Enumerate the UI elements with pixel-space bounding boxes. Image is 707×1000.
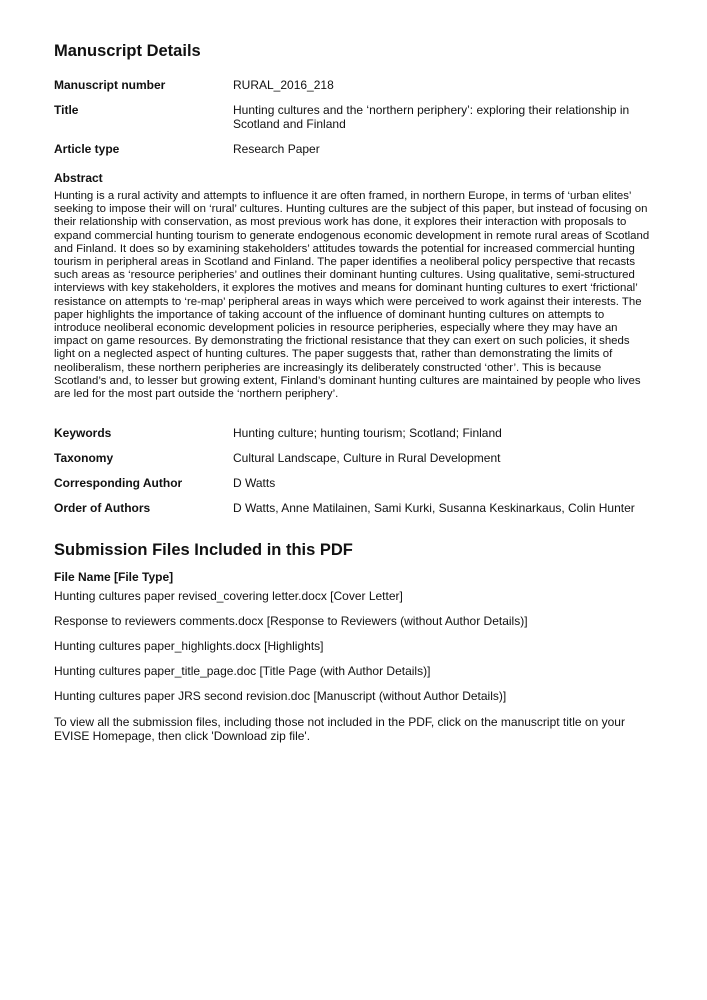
file-list-item: Hunting cultures paper_title_page.doc [Title Page (with Author Details)] [54, 664, 431, 678]
file-list-item: Response to reviewers comments.docx [Response to Reviewers (without Author Details)] [54, 614, 528, 628]
file-list-item: Hunting cultures paper JRS second revision.doc [Manuscript (without Author Details)] [54, 689, 507, 703]
manuscript-number-value: RURAL_2016_218 [233, 78, 334, 92]
abstract-heading: Abstract [54, 171, 103, 185]
article-type-value: Research Paper [233, 142, 320, 156]
submission-files-heading: Submission Files Included in this PDF [54, 541, 353, 559]
corresponding-author-value: D Watts [233, 476, 276, 490]
corresponding-author-label: Corresponding Author [54, 476, 183, 490]
keywords-value: Hunting culture; hunting tourism; Scotland; Finland [233, 426, 502, 440]
file-list-item: Hunting cultures paper_highlights.docx [Highlights] [54, 639, 324, 653]
abstract-text: Hunting is a rural activity and attempts to influence it are often framed, in northern Europe, in terms of ‘urban elites’ seeking to impose their will on ‘rural’ cultures. Hunting cultures are the subject of this paper, but instead of focusing on their relationship with conservation, as most previous work has done, it explores their interaction with proposals to expand commercial hunting tourism to generate endogenous economic development in remote rural areas of Scotland and Finland. It does so by examining stakeholders’ attitudes towards the potential for increased commercial hunting tourism in peripheral areas in Scotland and Finland. The paper identifies a neoliberal policy perspective that recasts such areas as ‘resource peripheries’ and outlines their dominant hunting cultures. Using qualitative, semi-structured interviews with key stakeholders, it explores the motives and means for dominant hunting cultures to exert ‘frictional’ resistance on attempts to ‘re-map’ peripheral areas in ways which were perceived to work against their interests. The paper highlights the importance of taking account of the influence of dominant hunting cultures on attempts to introduce neoliberal economic development policies in resource peripheries, especially where they may have an impact on game resources. By demonstrating the frictional resistance that they can exert on such policies, it sheds light on a neglected aspect of hunting cultures. The paper suggests that, rather than demonstrating the limits of neoliberalism, these northern peripheries are increasingly its deliberately constructed ‘other’. This is because Scotland’s and, to lesser but growing extent, Finland’s dominant hunting cultures are maintained by people who lives are led for the most part outside the ‘northern periphery’. [54, 190, 650, 401]
taxonomy-value: Cultural Landscape, Culture in Rural Development [233, 451, 501, 465]
article-type-label: Article type [54, 142, 120, 156]
file-list-item: Hunting cultures paper revised_covering letter.docx [Cover Letter] [54, 589, 403, 603]
order-of-authors-label: Order of Authors [54, 501, 151, 515]
title-label: Title [54, 103, 79, 117]
order-of-authors-value: D Watts, Anne Matilainen, Sami Kurki, Susanna Keskinarkaus, Colin Hunter [233, 501, 635, 515]
download-note: To view all the submission files, including those not included in the PDF, click on the manuscript title on your EVISE Homepage, then click 'Download zip file'. [54, 715, 625, 743]
title-value: Hunting cultures and the ‘northern periphery’: exploring their relationship in Scotland and Finland [233, 103, 630, 131]
manuscript-details-heading: Manuscript Details [54, 42, 201, 60]
manuscript-number-label: Manuscript number [54, 78, 166, 92]
keywords-label: Keywords [54, 426, 112, 440]
taxonomy-label: Taxonomy [54, 451, 114, 465]
file-list-header: File Name [File Type] [54, 570, 174, 584]
